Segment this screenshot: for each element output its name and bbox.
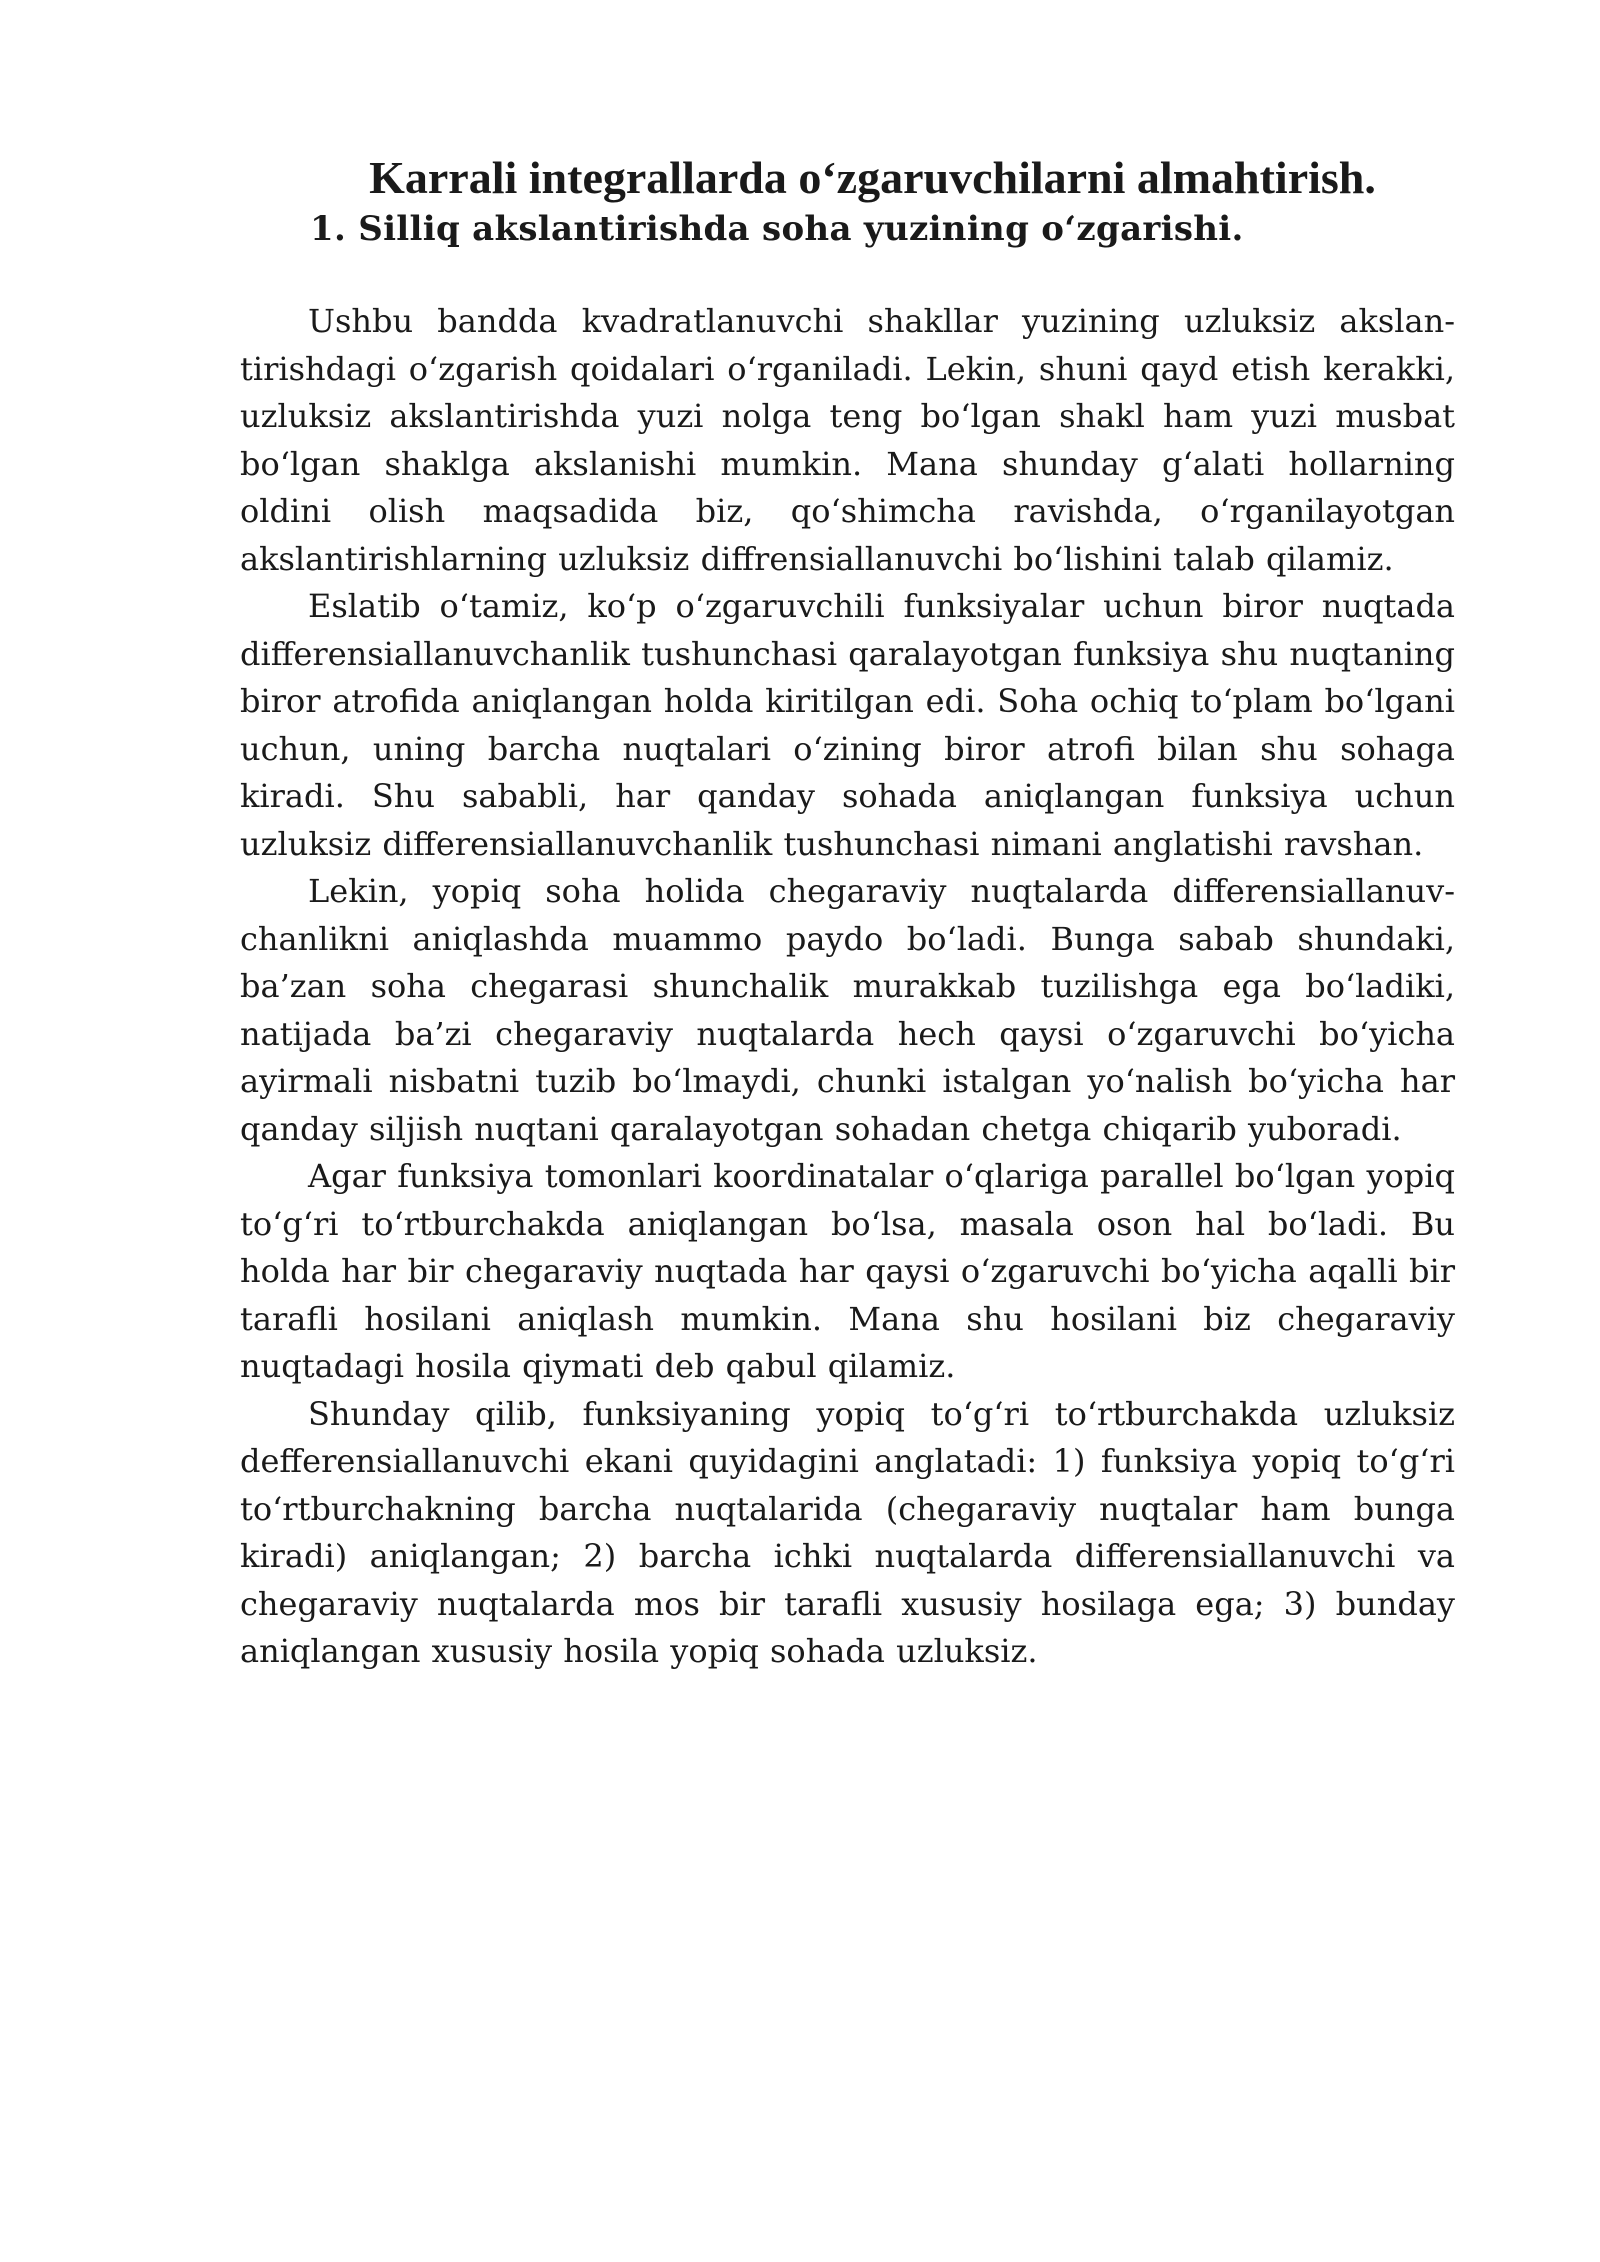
paragraph-1: Ushbu bandda kvadratlanuvchi shakllar yuzining uzluksiz akslantirishdagi o‘zgarish qoidalari o‘rganiladi. Lekin, shuni qayd etish kerakki, uzluksiz akslantirishda yuzi nolga teng bo‘lgan shakl ham yuzi musbat bo‘lgan shaklga akslanishi mumkin. Mana shunday g‘alati hollarning oldini olish maqsadida biz, qo‘shimcha ravishda, o‘rganilayotgan akslantirishlarning uzluksiz diffrensiallanuvchi bo‘lishini talab qilamiz. (240, 302, 1455, 578)
document-page (240, 150, 1455, 1676)
document-title: Karrali integrallarda o‘zgaruvchilarni almahtirish. (369, 152, 1376, 203)
paragraph-3: Lekin, yopiq soha holida chegaraviy nuqtalarda differensiallanuvchanlikni aniqlashda muammo paydo bo‘ladi. Bunga sabab shundaki, ba’zan soha chegarasi shunchalik murakkab tuzilishga ega bo‘ladiki, natijada ba’zi chegaraviy nuqtalarda hech qaysi o‘zgaruvchi bo‘yicha ayirmali nisbatni tuzib bo‘lmaydi, chunki istalgan yo‘nalish bo‘yicha har qanday siljish nuqtani qaralayotgan sohadan chetga chiqarib yuboradi. (240, 872, 1455, 1148)
paragraph-4: Agar funksiya tomonlari koordinatalar o‘qlariga parallel bo‘lgan yopiq to‘g‘ri to‘rtburchakda aniqlangan bo‘lsa, masala oson hal bo‘ladi. Bu holda har bir chegaraviy nuqtada har qaysi o‘zgaruvchi bo‘yicha aqalli bir tarafli hosilani aniqlash mumkin. Mana shu hosilani biz chegaraviy nuqtadagi hosila qiymati deb qabul qilamiz. (240, 1157, 1455, 1385)
section-heading: 1. Silliq akslantirishda soha yuzining o‘zgarishi. (310, 209, 1244, 249)
paragraph-2: Eslatib o‘tamiz, ko‘p o‘zgaruvchili funksiyalar uchun biror nuqtada differensiallanuvchanlik tushunchasi qaralayotgan funksiya shu nuqtaning biror atrofida aniqlangan holda kiritilgan edi. Soha ochiq to‘plam bo‘lgani uchun, uning barcha nuqtalari o‘zining biror atrofi bilan shu sohaga kiradi. Shu sababli, har qanday sohada aniqlangan funksiya uchun uzluksiz differensiallanuvchanlik tushunchasi nimani anglatishi ravshan. (240, 587, 1455, 863)
document-body (240, 298, 1455, 1676)
paragraph-5: Shunday qilib, funksiyaning yopiq to‘g‘ri to‘rtburchakda uzluksiz defferensiallanuvchi ekani quyidagini anglatadi: 1) funksiya yopiq to‘g‘ri to‘rtburchakning barcha nuqtalarida (chegaraviy nuqtalar ham bunga kiradi) aniqlangan; 2) barcha ichki nuqtalarda differensiallanuvchi va chegaraviy nuqtalarda mos bir tarafli xususiy hosilaga ega; 3) bunday aniqlangan xususiy hosila yopiq sohada uzluksiz. (240, 1394, 1455, 1670)
